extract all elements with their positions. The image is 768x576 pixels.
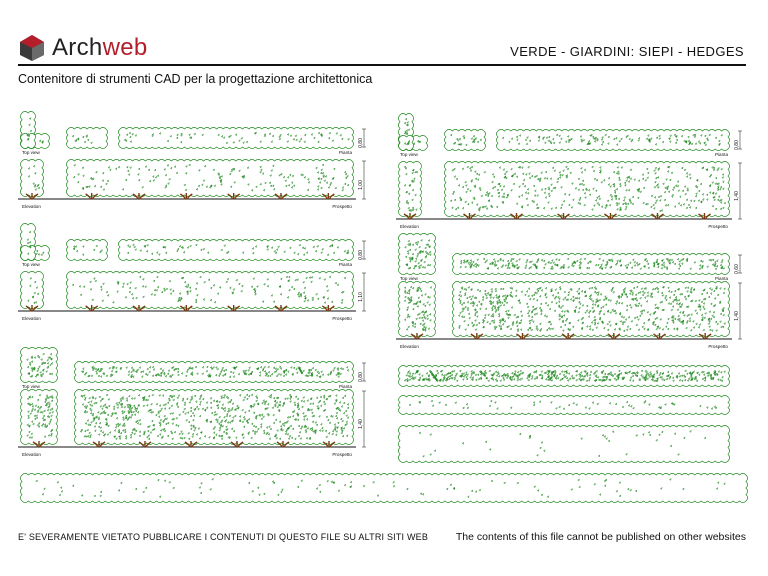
hedge-shape <box>444 129 485 150</box>
trunks <box>86 193 335 199</box>
pianta-label: Pianta <box>338 262 352 267</box>
hedge-block-2 <box>396 113 742 229</box>
hedge-shape <box>496 129 729 150</box>
hedge-shape <box>20 223 35 260</box>
trunks <box>26 193 38 199</box>
hedge-shape <box>444 161 729 216</box>
footer-warning-it: E' SEVERAMENTE VIETATO PUBBLICARE I CONTENUTI DI QUESTO FILE SU ALTRI SITI WEB <box>18 532 429 542</box>
hedge-block-5 <box>18 347 366 457</box>
pianta-label: Pianta <box>714 276 728 281</box>
hedge-shape <box>398 425 729 462</box>
trunks <box>464 213 711 219</box>
hedge-strips <box>398 365 729 462</box>
elevation-label: Elevation <box>400 224 419 229</box>
hedge-shape <box>398 395 729 414</box>
dimension-line <box>734 255 742 274</box>
hedge-shape <box>398 161 421 216</box>
hedge-shape <box>66 239 107 260</box>
elevation-label: Elevation <box>22 204 41 209</box>
dimension-line <box>358 391 366 447</box>
cad-drawing <box>0 95 768 515</box>
hedge-shape <box>118 127 353 148</box>
hedge-block-1 <box>18 111 366 209</box>
dimension-line <box>358 363 366 382</box>
prospetto-label: Prospetto <box>332 204 352 209</box>
top-view-label: Top view <box>400 152 418 157</box>
dimension-value: 1,40 <box>734 311 740 321</box>
dimension-line <box>358 273 366 311</box>
dimension-value: 1,40 <box>734 191 740 201</box>
archweb-logo-icon <box>18 34 46 62</box>
dimension-value: 0,80 <box>734 140 740 150</box>
dimension-line <box>358 241 366 260</box>
prospetto-label: Prospetto <box>708 344 728 349</box>
dimension-line <box>358 161 366 199</box>
elevation-label: Elevation <box>22 452 41 457</box>
pianta-label: Pianta <box>338 384 352 389</box>
dimension-value: 1,00 <box>358 180 364 190</box>
hedge-shape <box>398 233 435 274</box>
hedge-shape <box>398 281 435 336</box>
hedge-shape <box>20 159 43 196</box>
dimension-line <box>734 283 742 339</box>
hedge-shape <box>66 127 107 148</box>
trunks <box>86 305 335 311</box>
header <box>18 30 746 66</box>
dimension-line <box>734 131 742 150</box>
hedge-shape <box>74 361 353 382</box>
section-title: VERDE - GIARDINI: SIEPI - HEDGES <box>510 44 744 59</box>
hedge-shape <box>66 159 353 196</box>
hedge-shape <box>398 365 729 386</box>
trunks <box>411 333 423 339</box>
hedge-shape <box>66 271 353 308</box>
dimension-value: 0,60 <box>734 264 740 274</box>
hedge-shape <box>20 271 43 308</box>
hedge-shape <box>452 281 729 336</box>
top-view-label: Top view <box>22 262 40 267</box>
pianta-label: Pianta <box>338 150 352 155</box>
trunks <box>404 213 416 219</box>
hedge-shape <box>452 253 729 274</box>
archweb-logo[interactable] <box>18 34 148 62</box>
dimension-value: 0,80 <box>358 250 364 260</box>
hedge-shape <box>74 389 353 444</box>
dimension-value: 1,40 <box>358 419 364 429</box>
trunks <box>26 305 38 311</box>
footer-warning-en: The contents of this file cannot be published on other websites <box>455 531 746 543</box>
hedge-shape <box>20 473 747 502</box>
elevation-label: Elevation <box>400 344 419 349</box>
prospetto-label: Prospetto <box>332 316 352 321</box>
hedge-shape <box>20 111 35 148</box>
top-view-label: Top view <box>22 150 40 155</box>
trunks <box>33 441 45 447</box>
dimension-value: 1,10 <box>358 292 364 302</box>
page-subtitle: Contenitore di strumenti CAD per la progettazione architettonica <box>18 72 373 86</box>
hedge-shape <box>398 113 413 150</box>
prospetto-label: Prospetto <box>332 452 352 457</box>
brand-name: Archweb <box>52 34 148 61</box>
dimension-line <box>358 129 366 148</box>
top-view-label: Top view <box>400 276 418 281</box>
hedge-block-3 <box>18 223 366 321</box>
dimension-value: 0,80 <box>358 138 364 148</box>
hedge-shape <box>20 347 57 382</box>
hedge-block-4 <box>396 233 742 349</box>
header-divider <box>18 64 746 66</box>
dimension-value: 0,80 <box>358 372 364 382</box>
elevation-label: Elevation <box>22 316 41 321</box>
dimension-line <box>734 163 742 219</box>
pianta-label: Pianta <box>714 152 728 157</box>
top-view-label: Top view <box>22 384 40 389</box>
hedge-shape <box>20 389 57 444</box>
prospetto-label: Prospetto <box>708 224 728 229</box>
hedge-shape <box>118 239 353 260</box>
